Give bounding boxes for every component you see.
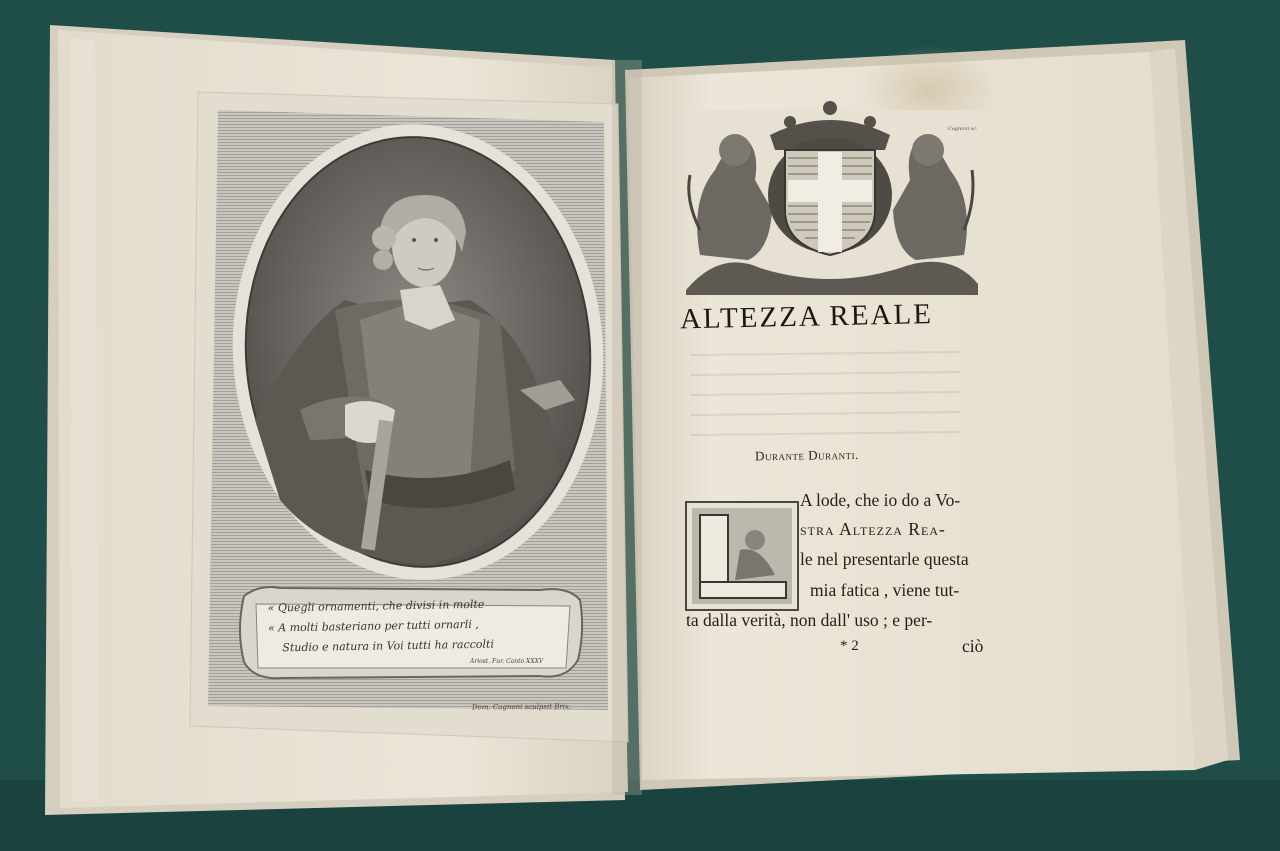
body-line-1: A lode, che io do a Vo- bbox=[800, 490, 961, 510]
body-line-5: ta dalla verità, non dall' uso ; e per- bbox=[686, 610, 933, 630]
catchword: ciò bbox=[962, 636, 984, 656]
signature-mark: * 2 bbox=[840, 638, 859, 654]
caption-line-3: Studio e natura in Voi tutti ha raccolti bbox=[282, 637, 495, 655]
engraver-mark: Cagnoni sc. bbox=[948, 126, 978, 132]
caption-attribution: Ariost. Fur. Canto XXXV bbox=[470, 658, 544, 665]
body-line-2: stra Altezza Rea- bbox=[800, 519, 946, 539]
author-heading: Durante Duranti. bbox=[754, 446, 859, 464]
portrait-caption bbox=[267, 593, 558, 658]
drop-cap-initial-L bbox=[686, 502, 798, 610]
caption-line-2: « A molti basteriano per tutti ornarli , bbox=[267, 617, 479, 635]
body-line-3: le nel presentarle questa bbox=[800, 549, 969, 569]
body-line-4: mia fatica , viene tut- bbox=[810, 580, 960, 600]
engraver-signature: Dom. Cagnoni sculpsit Brix. bbox=[471, 702, 572, 712]
caption-line-1: « Quegli ornamenti, che divisi in molte bbox=[267, 597, 485, 615]
page-title: ALTEZZA REALE bbox=[679, 298, 934, 336]
coat-of-arms-engraving bbox=[686, 101, 978, 295]
